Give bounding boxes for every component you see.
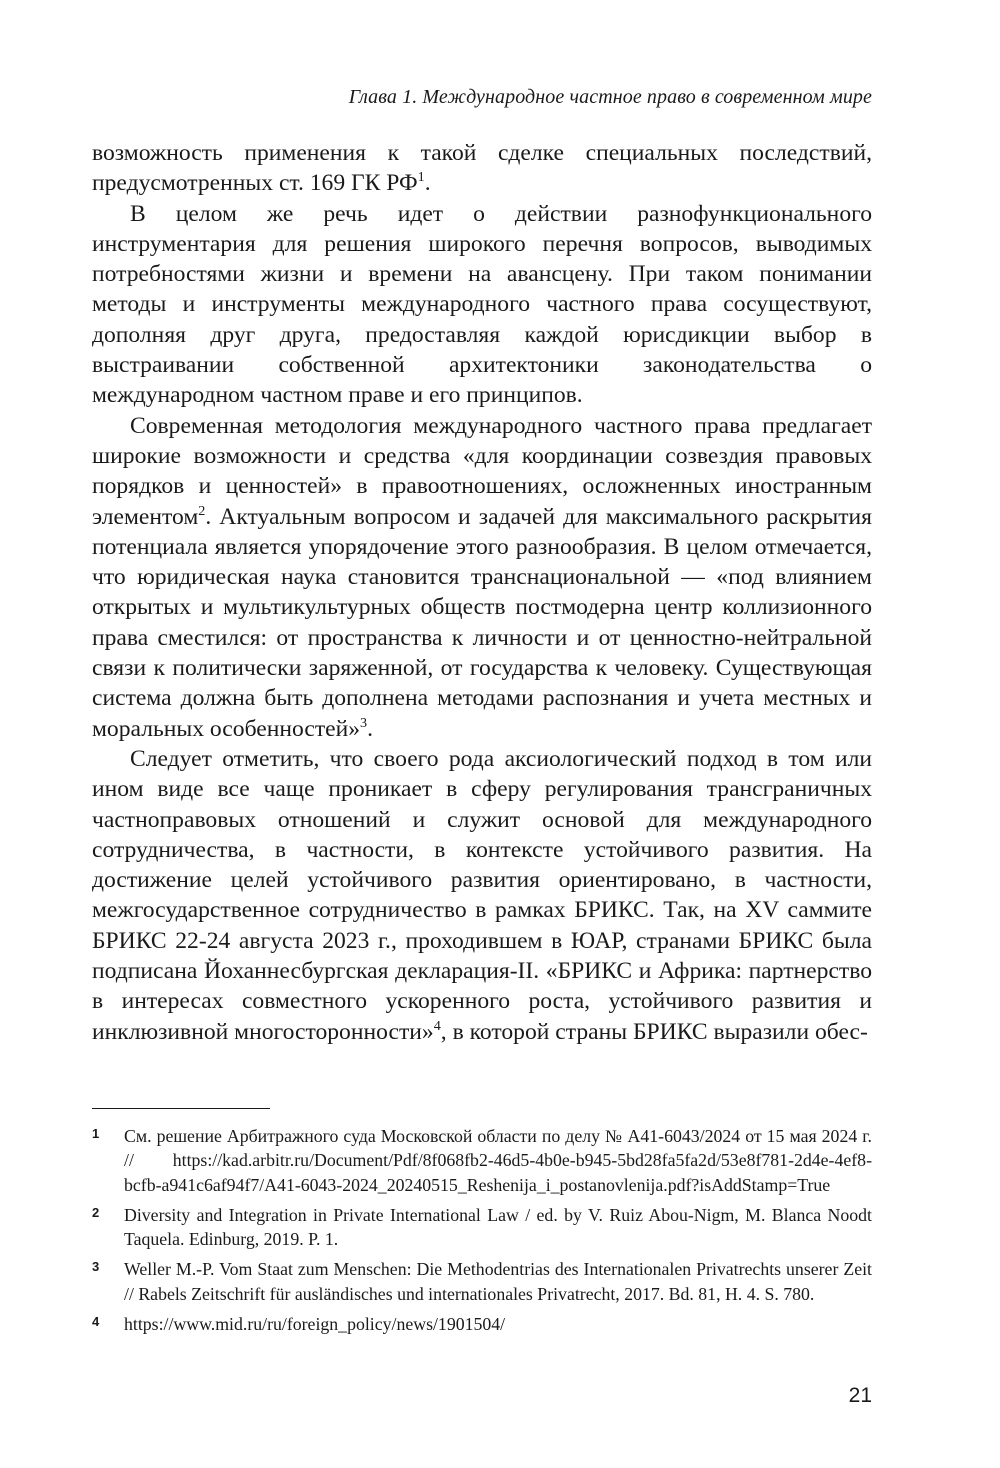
paragraph-brics: Следует отметить, что своего рода аксиологический подход в том или ином виде все чаще проникает в сферу регулирования трансграничных частноправовых отношений и служит основой для международного сотрудничества, в частности, в контексте устойчивого развития. На достижение целей устойчивого развития ориентировано, в частности, межгосударственное сотрудничество в рамках БРИКС. Так, на XV саммите БРИКС 22-24 августа 2023 г., проходившем в ЮАР, странами БРИКС была подписана Йоханнесбургская декларация-II. «БРИКС и Африка: партнерство в интересах совместного ускоренного роста, устойчивого развития и инклюзивной многосторонности»$^4$, в которой страны БРИКС выразили обес- (92, 745, 872, 1045)
footnote-4 (92, 1312, 872, 1336)
footnote-ref-4[interactable]: 4 (433, 1017, 441, 1034)
footnote-2 (92, 1203, 872, 1252)
footnote-text: Weller M.-P. Vom Staat zum Menschen: Die Methodentrias des Internationalen Privatrechts unserer Zeit // Rabels Zeitschrift für ausländisches und internationales Privatrecht, 2017. Bd. 81, H. 4. S. 780. (124, 1259, 872, 1304)
footnote-link[interactable]: https://www.mid.ru/ru/foreign_policy/news/1901504/ (124, 1314, 506, 1335)
page-number: 21 (848, 1384, 872, 1407)
footnote-number: 2 (92, 1204, 100, 1220)
footnote-3 (92, 1257, 872, 1306)
footnote-text: См. решение Арбитражного суда Московской области по делу № А41-6043/2024 от 15 мая 2024 г. // https://kad.arbitr.ru/Document/Pdf/8f068fb2-46d5-4b0e-b945-5bd28fa5fa2d/53e8f781-2d4e-4ef8-bcfb-a941c6af94f7/A41-6043-2024_20240515_Reshenija_i_postanovlenija.pdf?isAddStamp=True (124, 1126, 872, 1195)
footnote-number: 1 (92, 1126, 100, 1141)
paragraph-instrumentarium: В целом же речь идет о действии разнофункционального инструментария для решения широкого перечня вопросов, выводимых потребностями жизни и времени на авансцену. При таком понимании методы и инструменты международного частного права сосуществуют, дополняя друг друга, предоставляя каждой юрисдикции выбор в выстраивании собственной архитектоники законодательства о международном частном праве и его принципов. (92, 200, 872, 409)
footnote-separator (92, 1108, 270, 1109)
paragraph-methodology: Современная методология международного частного права предлагает широкие возможности и средства «для координации созвездия правовых порядков и ценностей» в правоотношениях, осложненных иностранным элементом$^2$. Актуальным вопросом и задачей для максимального раскрытия потенциала является упорядочение этого разнообразия. В целом отмечается, что юридическая наука становится транснациональной — «под влиянием открытых и мультикультурных обществ постмодерна центр коллизионного права сместился: от пространства к личности и от ценностно-нейтральной связи к политически заряженной, от государства к человеку. Существующая система должна быть дополнена методами распознания и учета местных и моральных особенностей»$^3$. (92, 412, 872, 742)
footnote-1 (92, 1124, 872, 1197)
footnote-ref-2[interactable]: 2 (198, 502, 206, 519)
footnote-ref-3[interactable]: 3 (360, 714, 368, 731)
body-text (92, 138, 872, 1047)
paragraph-continuation: возможность применения к такой сделке специальных последствий, предусмотренных ст. 169 ГК $РФ^1$. (92, 140, 872, 197)
footnote-ref-1[interactable]: 1 (417, 169, 425, 186)
footnote-text: Diversity and Integration in Private International Law / ed. by V. Ruiz Abou-Nigm, M. Blanca Noodt Taquela. Edinburg, 2019. P. 1. (124, 1204, 872, 1250)
footnote-number: 3 (92, 1259, 100, 1275)
running-head: Глава 1. Международное частное право в современном мире (348, 86, 872, 108)
footnote-number: 4 (92, 1314, 100, 1330)
footnotes (92, 1124, 872, 1342)
